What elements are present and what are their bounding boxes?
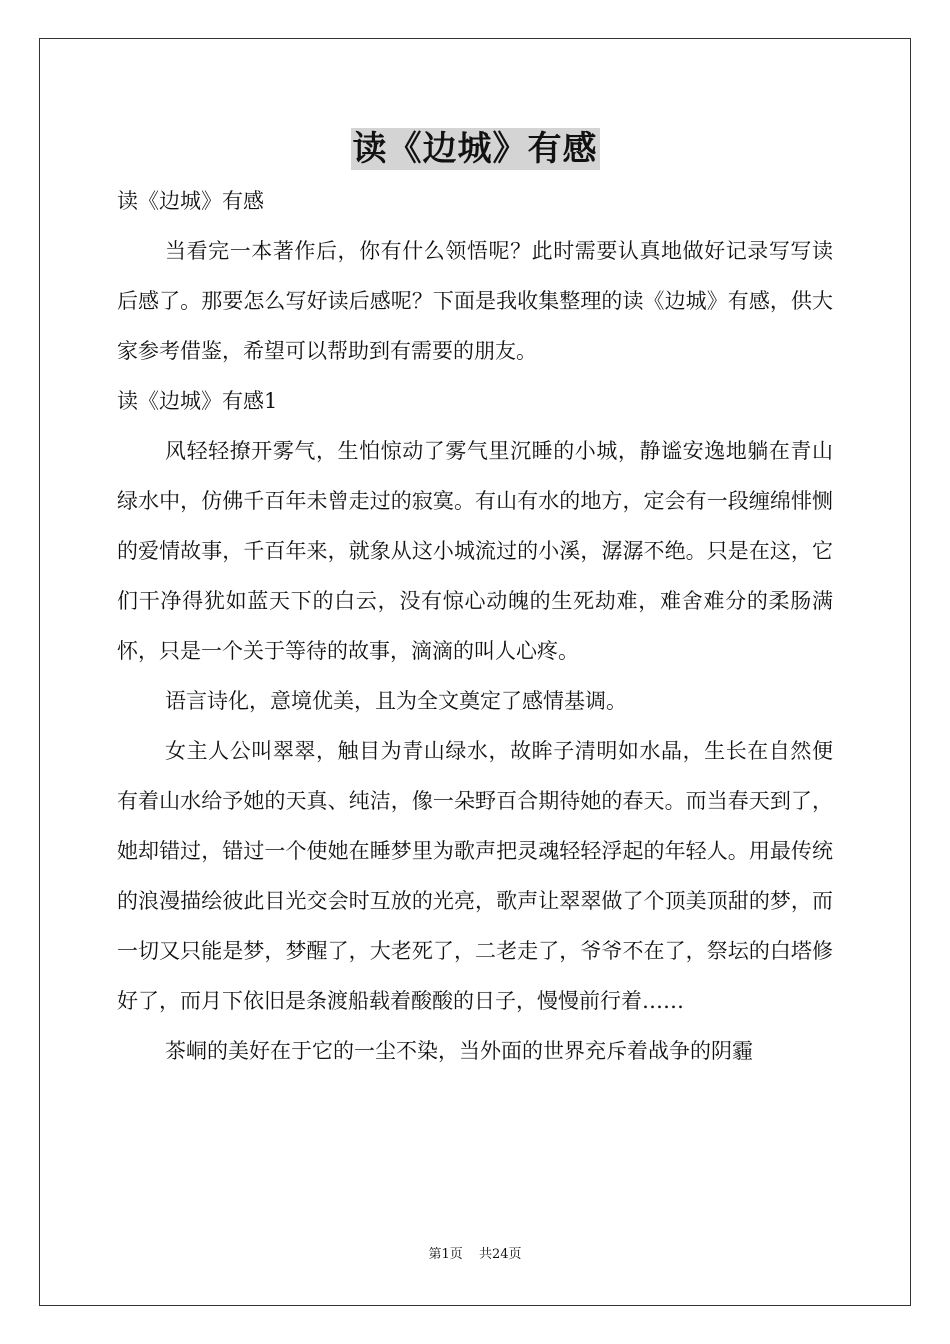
- body-paragraph: 语言诗化，意境优美，且为全文奠定了感情基调。: [165, 689, 627, 713]
- page-total: 共24页: [478, 1247, 522, 1262]
- body-paragraph: 茶峒的美好在于它的一尘不染，当外面的世界充斥着战争的阴霾: [165, 1039, 753, 1063]
- section-heading: 读《边城》有感1: [117, 389, 278, 413]
- page-footer: [0, 1246, 950, 1264]
- body-paragraph: 当看完一本著作后，你有什么领悟呢？此时需要认真地做好记录写写读后感了。那要怎么写好读后感呢？下面是我收集整理的读《边城》有感，供大家参考借鉴，希望可以帮助到有需要的朋友。: [117, 239, 833, 363]
- document-title: 读《边城》有感: [352, 129, 598, 169]
- document-title-wrap: [0, 128, 950, 170]
- document-body: [117, 176, 833, 1076]
- page-number: 第1页: [428, 1247, 463, 1262]
- section-heading: 读《边城》有感: [117, 189, 264, 213]
- body-paragraph: 风轻轻撩开雾气，生怕惊动了雾气里沉睡的小城，静谧安逸地躺在青山绿水中，仿佛千百年未曾走过的寂寞。有山有水的地方，定会有一段缠绵悱恻的爱情故事，千百年来，就象从这小城流过的小溪，潺潺不绝。只是在这，它们干净得犹如蓝天下的白云，没有惊心动魄的生死劫难，难舍难分的柔肠满怀，只是一个关于等待的故事，滴滴的叫人心疼。: [117, 439, 833, 663]
- body-paragraph: 女主人公叫翠翠，触目为青山绿水，故眸子清明如水晶，生长在自然便有着山水给予她的天真、纯洁，像一朵野百合期待她的春天。而当春天到了，她却错过，错过一个使她在睡梦里为歌声把灵魂轻轻浮起的年轻人。用最传统的浪漫描绘彼此目光交会时互放的光亮，歌声让翠翠做了个顶美顶甜的梦，而一切又只能是梦，梦醒了，大老死了，二老走了，爷爷不在了，祭坛的白塔修好了，而月下依旧是条渡船载着酸酸的日子，慢慢前行着……: [117, 739, 833, 1013]
